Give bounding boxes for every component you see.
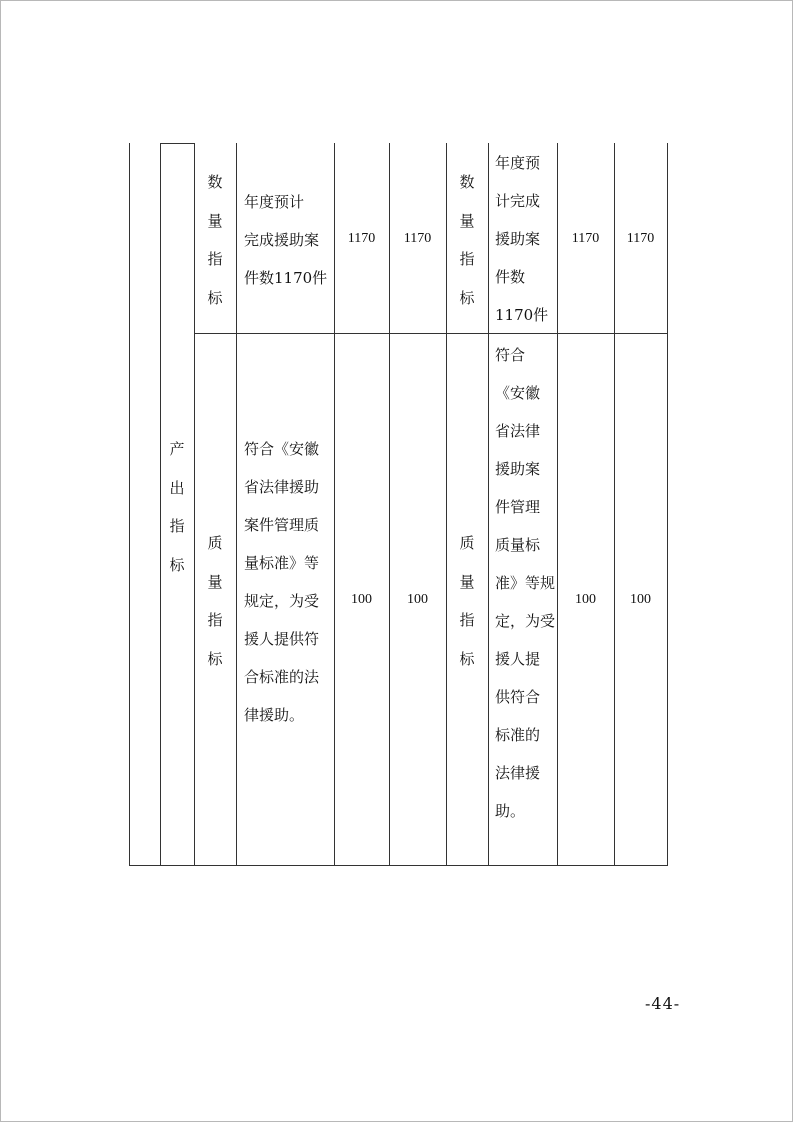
target-value: 1170 xyxy=(347,231,376,246)
table-line xyxy=(667,143,668,866)
table-line xyxy=(160,143,195,144)
target-value: 100 xyxy=(351,592,372,607)
category-label: 产 出 指 标 xyxy=(169,440,185,574)
indicator-label-2: 数 量 指 标 xyxy=(459,173,475,307)
actual-value: 1170 xyxy=(403,231,432,246)
indicator-content-2: 符合 《安徽 省法律 援助案 件管理 质量标 准》等规 定，为受 援人提 供符合 标准的 法律援 助。 xyxy=(495,346,556,820)
indicator-content: 年度预计 完成援助案 件数1170件 xyxy=(244,193,328,287)
table-line xyxy=(488,143,489,866)
table-line xyxy=(129,865,668,866)
table-line xyxy=(389,143,390,866)
table-line xyxy=(129,143,130,866)
page-number: -44- xyxy=(645,994,681,1013)
table-line xyxy=(194,333,668,334)
indicator-content-2: 年度预 计完成 援助案 件数 1170件 xyxy=(495,154,549,324)
table-line xyxy=(557,143,558,866)
indicator-content: 符合《安徽 省法律援助 案件管理质 量标准》等 规定，为受 援人提供符 合标准的法 律援助。 xyxy=(244,440,320,724)
table-line xyxy=(614,143,615,866)
table-line xyxy=(334,143,335,866)
actual-value-2: 1170 xyxy=(626,231,655,246)
target-value-2: 100 xyxy=(575,592,596,607)
target-value-2: 1170 xyxy=(571,231,600,246)
actual-value: 100 xyxy=(407,592,428,607)
indicator-label: 质 量 指 标 xyxy=(207,534,223,668)
indicator-label: 数 量 指 标 xyxy=(207,173,223,307)
actual-value-2: 100 xyxy=(630,592,651,607)
indicator-label-2: 质 量 指 标 xyxy=(459,534,475,668)
table-line xyxy=(236,143,237,866)
